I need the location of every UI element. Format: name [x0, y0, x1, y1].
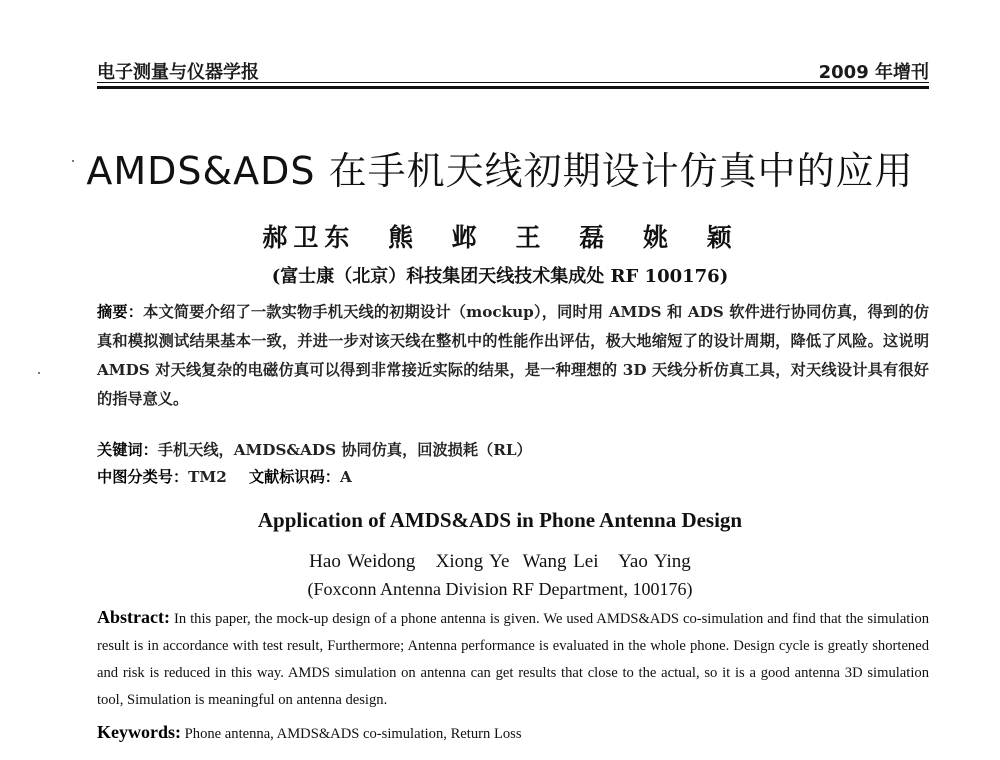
keywords-zh — [97, 439, 929, 460]
header-rule-thick — [97, 86, 929, 89]
author-zh: 熊 邺 — [388, 223, 483, 252]
abstract-zh-text: 本文简要介绍了一款实物手机天线的初期设计（mockup），同时用 AMDS 和 ADS 软件进行协同仿真，得到的仿真和模拟测试结果基本一致，并进一步对该天线在整机中的性能作出评估，极大地缩短了的设计周期，降低了风险。这说明 AMDS 对天线复杂的电磁仿真可以得到非常接近实际的结果，是一种理想的 3D 天线分析仿真工具，对天线设计具有很好的指导意义。 — [97, 303, 930, 408]
authors-en — [0, 551, 1000, 573]
header-rule-thin — [97, 82, 929, 83]
author-en: Wang Lei — [522, 551, 599, 572]
author-en: Xiong Ye — [435, 551, 510, 572]
author-zh: 王 磊 — [515, 223, 611, 252]
keywords-en-label: Keywords: — [97, 722, 181, 742]
classification-line — [97, 466, 929, 487]
keywords-zh-text: 手机天线，AMDS&ADS 协同仿真，回波损耗（RL） — [157, 441, 532, 459]
abstract-en — [97, 604, 929, 714]
author-en: Hao Weidong — [309, 551, 416, 572]
keywords-zh-label: 关键词： — [97, 441, 158, 459]
keywords-en-text: Phone antenna, AMDS&ADS co-simulation, Return Loss — [184, 726, 522, 742]
doc-code-value: A — [339, 468, 352, 486]
clc-label: 中图分类号： — [97, 468, 189, 486]
abstract-en-text: In this paper, the mock-up design of a phone antenna is given. We used AMDS&ADS co-simulation and find that the simulation result is in accordance with test result, Furthermore; Antenna performance is evaluated in the whole phone. Design cycle is greatly shortened and risk is reduced in this way. AMDS simulation on antenna can get results that close to the actual, so it is a good antenna 3D simulation tool, Simulation is meaningful on antenna design. — [97, 611, 929, 708]
doc-code-label: 文献标识码： — [248, 468, 340, 486]
journal-name: 电子测量与仪器学报 — [97, 62, 259, 83]
running-header — [97, 58, 929, 84]
abstract-zh — [97, 298, 929, 414]
clc-value: TM2 — [188, 468, 227, 486]
paper-title-zh: AMDS&ADS 在手机天线初期设计仿真中的应用 — [86, 149, 914, 193]
affiliation-en: (Foxconn Antenna Division RF Department, 100176) — [307, 579, 693, 599]
abstract-zh-label: 摘要： — [97, 303, 144, 321]
author-zh: 郝卫东 — [262, 223, 356, 252]
abstract-en-label: Abstract: — [97, 607, 170, 627]
paper-title-en: Application of AMDS&ADS in Phone Antenna Design — [257, 508, 743, 532]
authors-zh — [0, 218, 1000, 254]
affiliation-zh: (富士康（北京）科技集团天线技术集成处 RF 100176) — [271, 266, 729, 287]
issue-label: 2009 年增刊 — [818, 62, 929, 83]
author-en: Yao Ying — [618, 551, 691, 572]
author-zh: 姚 颖 — [642, 223, 738, 252]
keywords-en — [97, 722, 929, 743]
scan-speck — [38, 372, 40, 374]
